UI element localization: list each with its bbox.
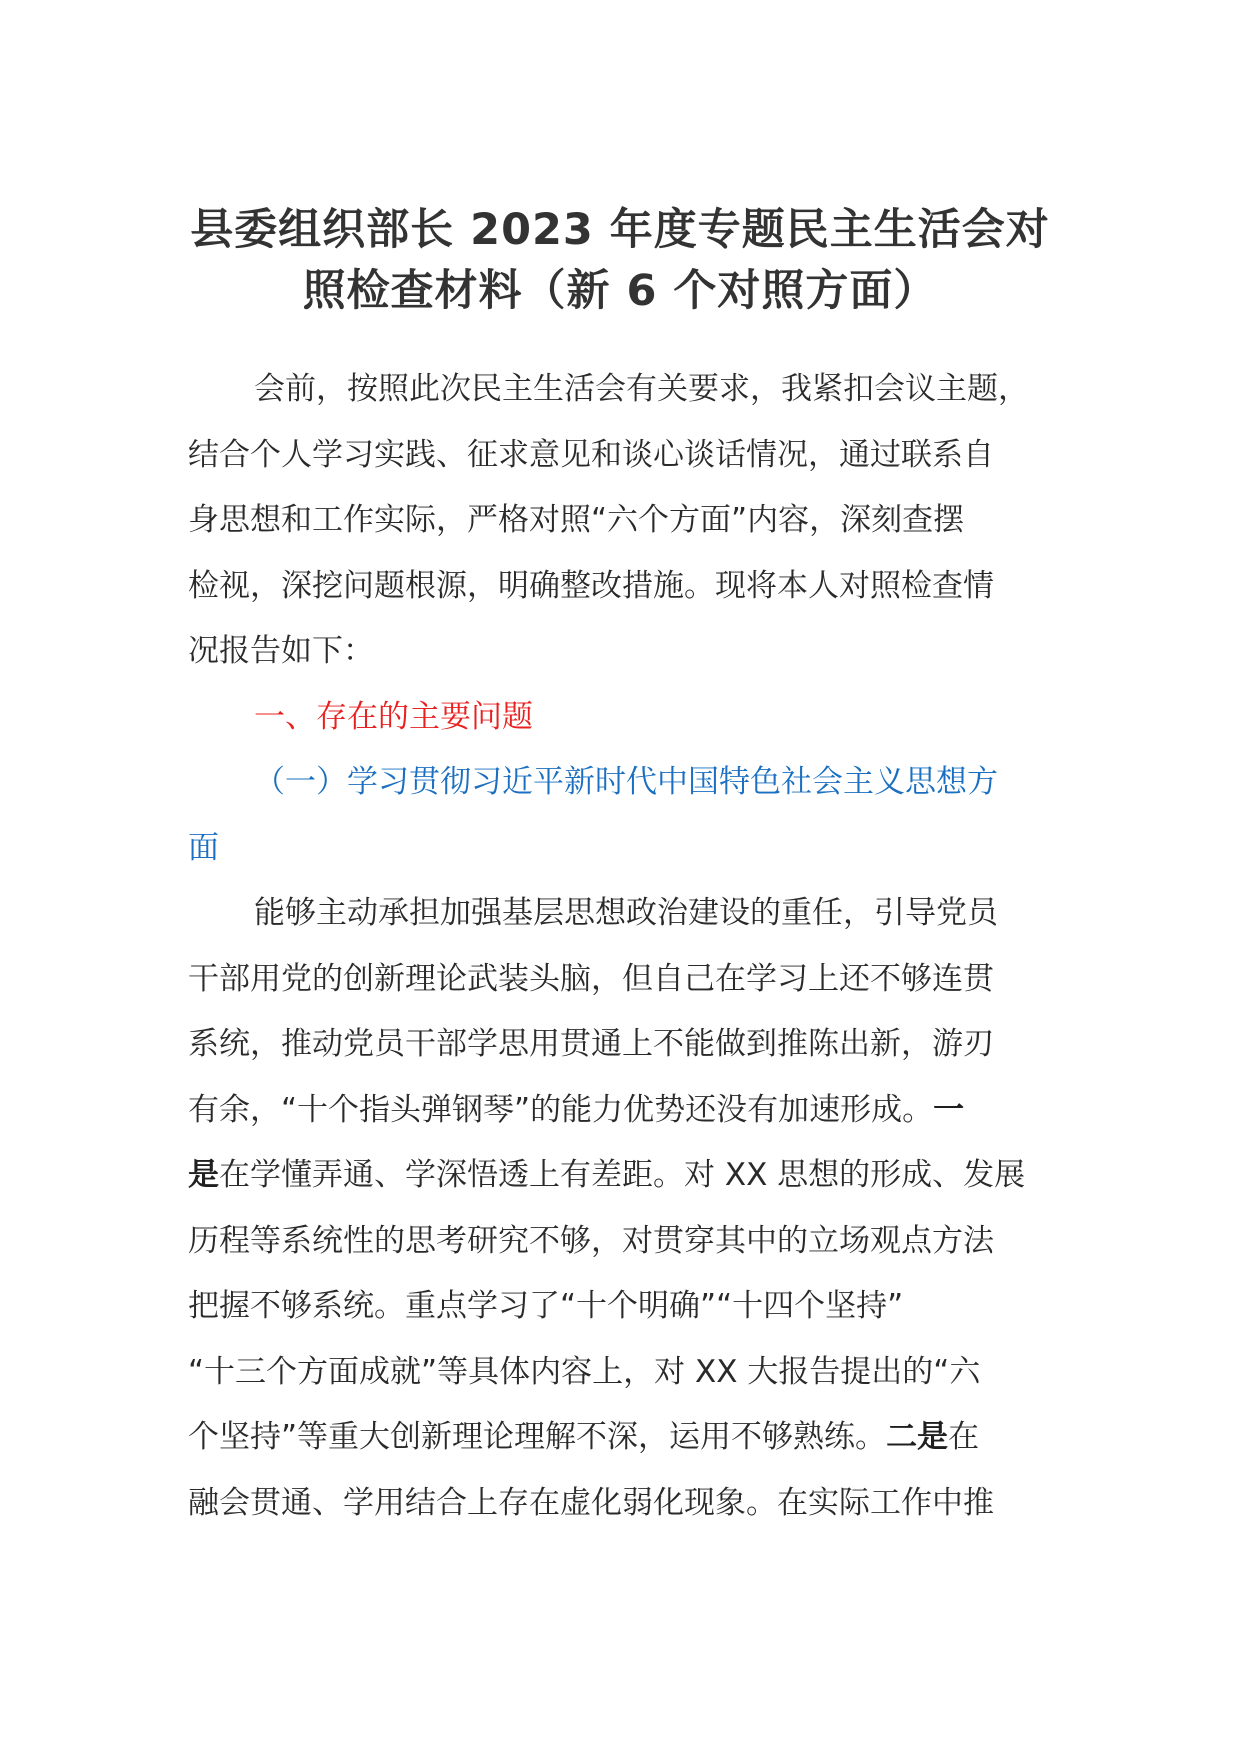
paragraph-line — [188, 1143, 1058, 1209]
intro-line: 身思想和工作实际，严格对照“六个方面”内容，深刻查摆 — [188, 502, 965, 538]
title-line-2: 照检查材料（新 6 个对照方面） — [302, 266, 938, 316]
intro-line: 结合个人学习实践、征求意见和谈心谈话情况，通过联系自 — [188, 436, 994, 473]
paragraph-text: 个坚持”等重大创新理论理解不深，运用不够熟练。 — [188, 1419, 887, 1455]
document-body — [188, 357, 1058, 1536]
paragraph-bold-marker: 一 — [933, 1091, 965, 1128]
paragraph-bold-marker: 二是 — [886, 1419, 949, 1455]
paragraph-line: 融会贯通、学用结合上存在虚化弱化现象。在实际工作中推 — [188, 1484, 994, 1521]
paragraph-line: 能够主动承担加强基层思想政治建设的重任，引导党员 — [254, 895, 998, 931]
document-title — [160, 200, 1080, 322]
paragraph-line: 干部用党的创新理论武装头脑，但自己在学习上还不够连贯 — [188, 960, 994, 997]
intro-line: 检视，深挖问题根源，明确整改措施。现将本人对照检查情 — [188, 567, 994, 604]
subsection-heading-line-1: （一）学习贯彻习近平新时代中国特色社会主义思想方 — [254, 764, 998, 800]
intro-line: 会前，按照此次民主生活会有关要求，我紧扣会议主题， — [254, 371, 1029, 407]
title-line-1: 县委组织部长 2023 年度专题民主生活会对 — [190, 205, 1050, 255]
paragraph-line — [188, 1405, 1058, 1471]
paragraph-line — [188, 1078, 1058, 1144]
paragraph-line: 历程等系统性的思考研究不够，对贯穿其中的立场观点方法 — [188, 1222, 994, 1259]
subsection-heading-line-2: 面 — [188, 829, 219, 866]
paragraph-text: 有余，“十个指头弹钢琴”的能力优势还没有加速形成。 — [188, 1091, 934, 1128]
section-heading-1: 一、存在的主要问题 — [254, 698, 533, 735]
paragraph-text: 在学懂弄通、学深悟透上有差距。对 XX 思想的形成、发展 — [219, 1157, 1026, 1193]
paragraph-text: 在 — [948, 1419, 980, 1455]
paragraph-line: 系统，推动党员干部学思用贯通上不能做到推陈出新，游刃 — [188, 1026, 994, 1062]
paragraph-bold-marker: 是 — [188, 1157, 219, 1193]
paragraph-line: 把握不够系统。重点学习了“十个明确”“十四个坚持” — [188, 1288, 904, 1324]
paragraph-line: “十三个方面成就”等具体内容上，对 XX 大报告提出的“六 — [188, 1353, 981, 1390]
intro-line: 况报告如下： — [188, 633, 374, 669]
